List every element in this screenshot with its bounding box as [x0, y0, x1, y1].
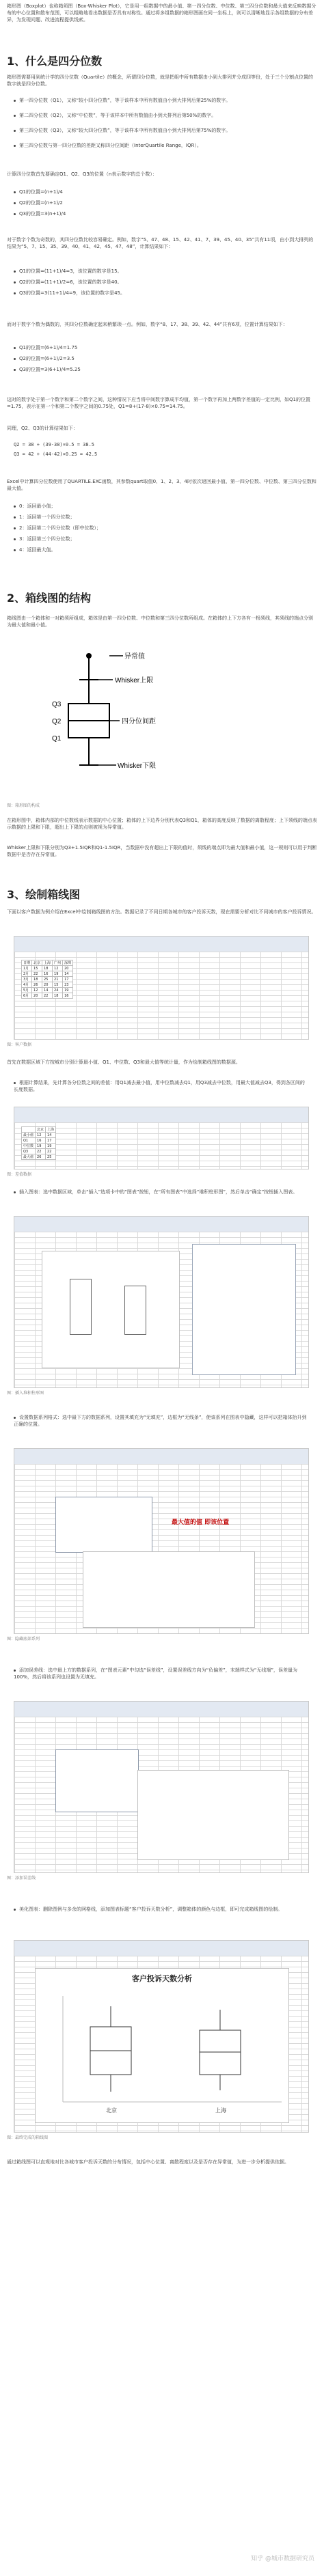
- cell: 15: [32, 966, 42, 971]
- quart-4: [14, 546, 308, 553]
- bullet-dot-icon: [14, 1670, 16, 1672]
- step-3: [14, 1414, 308, 1428]
- cell: 12: [53, 966, 63, 971]
- bullet-dot-icon: [14, 527, 16, 529]
- section-title-draw: 3、绘制箱线图: [7, 888, 81, 901]
- position-intro: 计算四分位数首先要确定Q1、Q2、Q3的位置（n表示数字的总个数）：: [7, 171, 157, 177]
- even-2: [14, 355, 308, 362]
- step-5: [14, 1906, 308, 1913]
- footer-watermark: 知乎 @城市数据研究员: [251, 2556, 314, 2562]
- bullet-dot-icon: [14, 191, 16, 193]
- table-row: [22, 982, 73, 988]
- box-series-1: [70, 1279, 92, 1335]
- bullet-dot-icon: [14, 281, 16, 283]
- chart-preview: [83, 1551, 255, 1628]
- cell: 14: [63, 971, 73, 977]
- cell: 2月: [22, 971, 32, 977]
- cell: 14: [42, 988, 53, 993]
- cell: 19: [46, 1144, 56, 1149]
- structure-paragraph: 箱线图由一个箱体和一对箱须所组成，箱体是由第一四分位数、中位数和第三四分位数所组成。在箱体的上下方各有一根须线，其须线的端点分别为最大值和最小值。: [7, 615, 313, 628]
- cell: 19: [53, 971, 63, 977]
- bullet-text: 第三四分位数与第一四分位数的差距又称四分位间距（InterQuartile Range，IQR）。: [19, 143, 202, 148]
- excel-grid: [14, 1122, 308, 1169]
- quartile-bullet-4: [14, 142, 308, 149]
- cell: Q1: [22, 1138, 36, 1144]
- cell: Q3: [22, 1149, 36, 1154]
- bullet-dot-icon: [14, 358, 16, 360]
- chart-title: 客户投诉天数分析: [132, 1974, 192, 1983]
- table-row: [22, 1133, 56, 1138]
- bullet-text: 第三四分位数（Q3），又称“较大四分位数”，等于该样本中所有数值由小到大排列后第75%的数字。: [19, 128, 231, 133]
- step-2: [14, 1189, 308, 1195]
- bullet-text: 插入图表：选中数据区域，单击“插入”选项卡中的“图表”按钮，在“所有图表”中选择“堆积柱形图”，然后单击“确定”按钮插入图表。: [19, 1189, 298, 1195]
- quartile-bullet-2: [14, 112, 308, 119]
- outlier-point: [86, 653, 92, 659]
- excel-ribbon: [14, 937, 308, 952]
- cell: 20: [63, 966, 73, 971]
- bullet-dot-icon: [14, 549, 16, 551]
- cell: 19: [36, 1144, 46, 1149]
- header-cell: 上海: [46, 1127, 56, 1133]
- lower-whisker-label: Whisker下限: [118, 762, 157, 770]
- q1-label: Q1: [52, 735, 62, 743]
- quart-0: [14, 503, 308, 510]
- cell: 12: [32, 988, 42, 993]
- odd-2: [14, 279, 308, 286]
- customer-data-table: [21, 960, 73, 999]
- table-header-row: [22, 1127, 56, 1133]
- bullet-text: 第一四分位数（Q1），又称“较小四分位数”，等于该样本中所有数值由小到大排列后第25%的数字。: [19, 98, 231, 103]
- table-row: [22, 993, 73, 999]
- bullet-dot-icon: [14, 271, 16, 273]
- cell: 22: [42, 993, 53, 999]
- bullet-text: 0：返回最小值；: [19, 503, 56, 509]
- excel-format-series-screenshot: [14, 1448, 309, 1634]
- bullet-dot-icon: [14, 347, 16, 349]
- q2-label: Q2: [52, 718, 62, 725]
- position-3: [14, 210, 308, 217]
- header-cell: 深圳: [63, 960, 73, 966]
- cell: 17: [46, 1138, 56, 1144]
- caption-diff: 图：差值数据: [7, 1172, 32, 1177]
- same-rule-paragraph: 同理，Q2、Q3的计算结果如下：: [7, 426, 78, 431]
- bullet-dot-icon: [14, 516, 16, 518]
- bullet-dot-icon: [14, 1191, 16, 1193]
- stats-paragraph: 首先在数据区域下方按城市分别计算最小值、Q1、中位数、Q3和最大值等统计量，作为绘制箱线图的数据源。: [7, 1060, 241, 1065]
- bullet-dot-icon: [14, 538, 16, 540]
- bullet-dot-icon: [14, 369, 16, 371]
- bullet-text: Q1的位置=(11+1)/4=3，该位置的数字是15。: [19, 268, 122, 274]
- bullet-dot-icon: [14, 202, 16, 204]
- cell: 15: [53, 982, 63, 988]
- bullet-text: Q1的位置=(n+1)/4: [19, 189, 63, 195]
- format-dialog[interactable]: [55, 1497, 152, 1553]
- excel-ribbon: [14, 1449, 308, 1465]
- excel-function-paragraph: Excel中计算四分位数使用了QUARTILE.EXC函数，其参数quart取值0、1、2、3、4时依次返回最小值、第一四分位数、中位数、第三四分位数和最大值。: [7, 479, 316, 491]
- cell: 26: [32, 982, 42, 988]
- header-cell: [22, 1127, 36, 1133]
- bullet-dot-icon: [14, 505, 16, 508]
- header-cell: 北京: [32, 960, 42, 966]
- excel-ribbon: [14, 1217, 308, 1232]
- cell: 19: [63, 988, 73, 993]
- conclusion-paragraph: 通过箱线图可以直观地对比各城市客户投诉天数的分布情况，包括中心位置、离散程度以及是否存在异常值，为进一步分析提供依据。: [7, 2159, 289, 2165]
- bullet-text: 2：返回第二个四分位数（即中位数）；: [19, 525, 101, 531]
- intro-paragraph: 箱形图（Boxplot）也称箱须图（Box-Whisker Plot），它是用一组数据中的最小值、第一四分位数、中位数、第三四分位数和最大值来反映数据分布的中心位置和散布范围，可以粗略地看出数据是否具有对称性。通过将多组数据的箱形图画在同一坐标上，则可以清晰地显示各组数据的分布差异，为发现问题、改进流程提供线索。: [7, 3, 316, 23]
- table-header-row: [22, 960, 73, 966]
- cell: 21: [53, 977, 63, 982]
- step-4: [14, 1667, 308, 1680]
- header-cell: 上海: [42, 960, 53, 966]
- quart-2: [14, 525, 308, 531]
- caption-hide: 图：隐藏底部系列: [7, 1637, 40, 1642]
- bullet-text: 第二四分位数（Q2），又称“中位数”，等于该样本中所有数值由小到大排列后第50%的数字。: [19, 113, 217, 118]
- bullet-text: 添加误差线：选中最上方的数据系列，在“图表元素”中勾选“误差线”，设置误差线方向为“负偏差”，末端样式为“无线端”，误差量为100%，然后将该系列也设置为无填充。: [14, 1667, 298, 1680]
- odd-example-paragraph: 对于数字个数为奇数的，其四分位数比较容易确定。例如，数字“5、47、48、15、42、41、7、39、45、40、35”共有11项，由小到大排列的结果为“5、7、15、35、39、40、41、42、45、47、48”，计算结果如下：: [7, 237, 314, 249]
- structure-explain-1: 在箱形图中，箱体内部的中位数线表示数据的中心位置；箱体的上下边界分别代表Q3和Q1，箱体的高度反映了数据的离散程度；上下须线的端点表示数据的上限和下限，超出上下限的点则被视为异常值。: [7, 818, 317, 830]
- header-cell: 广州: [53, 960, 63, 966]
- table-row: [22, 1149, 56, 1154]
- calc-q3: Q3 = 42 + (44-42)×0.25 = 42.5: [14, 452, 98, 457]
- cell: 20: [42, 982, 53, 988]
- table-row: [22, 1138, 56, 1144]
- excel-diff-screenshot: [14, 1107, 309, 1169]
- bullet-text: 1：返回第一个四分位数；: [19, 514, 75, 520]
- bullet-dot-icon: [14, 115, 16, 117]
- table-row: [22, 1154, 56, 1160]
- cell: 22: [36, 1149, 46, 1154]
- q3-label: Q3: [52, 701, 62, 708]
- excel-final-chart-screenshot: [14, 1940, 309, 2133]
- cell: 最小值: [22, 1133, 36, 1138]
- bullet-text: Q2的位置=(n+1)/2: [19, 200, 63, 206]
- structure-explain-2: Whisker上限和下限分别为Q3+1.5IQR和Q1-1.5IQR，当数据中没有超出上下限的值时，须线的端点即为最大值和最小值，这一规则可以用于判断数据中是否存在异常值。: [7, 845, 317, 857]
- upper-whisker-label: Whisker上限: [115, 677, 154, 684]
- bullet-dot-icon: [14, 100, 16, 102]
- quartile-bullet-3: [14, 127, 308, 134]
- excel-ribbon: [14, 1107, 308, 1123]
- cell: 中位数: [22, 1144, 36, 1149]
- cell: 17: [63, 977, 73, 982]
- table-row: [22, 977, 73, 982]
- excel-data-screenshot: [14, 936, 309, 1040]
- interpolation-paragraph: 这时的数字处于第一个数字和第二个数字之间，这种情况下应当将中间数字算成平均值，第一个数字再加上两数字差值的一定比例，如Q1的位置=1.75，表示在第一个和第二个数字之间的0.75处，Q1=8+(17-8)×0.75=14.75。: [7, 397, 310, 409]
- table-row: [22, 966, 73, 971]
- boxplot-structure-diagram: [14, 649, 178, 799]
- even-1: [14, 344, 308, 351]
- stats-table: [21, 1126, 56, 1160]
- odd-1: [14, 268, 308, 275]
- position-2: [14, 199, 308, 206]
- cell: 25: [46, 1154, 56, 1160]
- chart-elements-panel[interactable]: [55, 1749, 139, 1812]
- red-callout: 最大值的值 即该位置: [172, 1519, 230, 1526]
- excel-ribbon: [14, 1702, 308, 1717]
- quart-1: [14, 514, 308, 521]
- cell: 26: [36, 1154, 46, 1160]
- cell: 18: [42, 966, 53, 971]
- bullet-text: Q3的位置=3(11+1)/4=9，该位置的数字是45。: [19, 290, 126, 296]
- cell: 14: [46, 1133, 56, 1138]
- cell: 18: [53, 993, 63, 999]
- cell: 25: [42, 977, 53, 982]
- bullet-text: 3：返回第三个四分位数；: [19, 536, 75, 542]
- cell: 24: [53, 988, 63, 993]
- quart-3: [14, 536, 308, 542]
- stacked-chart-preview: [42, 1251, 180, 1368]
- box-series-2: [124, 1286, 146, 1335]
- bullet-dot-icon: [14, 1417, 16, 1419]
- calc-q2: Q2 = 38 + (39-38)×0.5 = 38.5: [14, 442, 95, 447]
- step-1: [14, 1079, 308, 1093]
- bullet-text: Q2的位置=(6+1)/2=3.5: [19, 356, 75, 361]
- bullet-text: 美化图表：删除图例与多余的网格线，添加图表标题“客户投诉天数分析”，调整箱体的颜色与边框，即可完成箱线图的绘制。: [19, 1907, 283, 1912]
- quartile-bullet-1: [14, 97, 308, 104]
- header-cell: 日期: [22, 960, 32, 966]
- excel-insert-chart-screenshot: [14, 1216, 309, 1388]
- bullet-dot-icon: [14, 130, 16, 132]
- even-3: [14, 366, 308, 373]
- bullet-text: 设置数据系列格式：选中最下方的数据系列，设置其填充为“无填充”，边框为“无线条”，使该系列在图表中隐藏，这样可以把箱体抬升到正确的位置。: [14, 1415, 307, 1427]
- bullet-text: Q1的位置=(6+1)/4=1.75: [19, 345, 78, 350]
- draw-intro-paragraph: 下面以客户数据为例介绍在Excel中绘制箱线图的方法。数据记录了不同日期各城市的客户投诉天数，现在需要分析对比不同城市的客户投诉情况。: [7, 909, 316, 915]
- cell: 20: [32, 993, 42, 999]
- bullet-text: Q3的位置=3(6+1)/4=5.25: [19, 367, 81, 372]
- outlier-label: 异常值: [124, 653, 145, 661]
- table-row: [22, 988, 73, 993]
- bullet-dot-icon: [14, 145, 16, 147]
- caption-errorbars: 图：添加误差线: [7, 1876, 36, 1881]
- bullet-text: 根据计算结果，先计算各分位数之间的差值：用Q1减去最小值，用中位数减去Q1，用Q3减去中位数，用最大值减去Q3，得到各区间的长度数据。: [14, 1080, 305, 1092]
- cell: 22: [46, 1149, 56, 1154]
- cell: 5月: [22, 988, 32, 993]
- cell: 16: [36, 1138, 46, 1144]
- chart-with-errorbars: [137, 1770, 289, 1860]
- cell: 最大值: [22, 1154, 36, 1160]
- bullet-text: Q2的位置=(11+1)/2=6，该位置的数字是40。: [19, 279, 122, 285]
- cell: 1月: [22, 966, 32, 971]
- bullet-dot-icon: [14, 213, 16, 215]
- position-1: [14, 189, 308, 195]
- cell: 23: [63, 982, 73, 988]
- cell: 3月: [22, 977, 32, 982]
- cell: 22: [32, 971, 42, 977]
- bullet-text: 4：返回最大值。: [19, 547, 56, 553]
- cell: 16: [63, 993, 73, 999]
- bullet-dot-icon: [14, 1082, 16, 1084]
- header-cell: 北京: [36, 1127, 46, 1133]
- final-boxplot-chart: [35, 1968, 289, 2123]
- bullet-text: Q3的位置=3(n+1)/4: [19, 211, 66, 217]
- iqr-label: 四分位间距: [122, 718, 156, 725]
- caption-data: 图：客户数据: [7, 1042, 32, 1047]
- caption-insert: 图：插入堆积柱形图: [7, 1391, 44, 1396]
- excel-error-bars-screenshot: [14, 1701, 309, 1873]
- odd-3: [14, 290, 308, 296]
- insert-chart-dialog[interactable]: [192, 1244, 296, 1375]
- table-row: [22, 971, 73, 977]
- diagram-caption: 图：箱形图的构成: [7, 803, 40, 808]
- even-example-paragraph: 而对于数字个数为偶数的，其四分位数确定起来稍繁琐一点。例如，数字“8、17、38、39、42、44”共有6项，位置计算结果如下：: [7, 322, 288, 327]
- bullet-dot-icon: [14, 292, 16, 294]
- cell: 4月: [22, 982, 32, 988]
- section-title-structure: 2、箱线图的结构: [7, 592, 92, 605]
- excel-ribbon: [14, 1941, 308, 1956]
- boxplot-svg: [36, 1989, 288, 2119]
- cell: 18: [32, 977, 42, 982]
- x-label-2: 上海: [215, 2107, 226, 2114]
- section-title-quartile: 1、什么是四分位数: [7, 55, 103, 68]
- quartile-paragraph: 箱形图需要用到统计学的四分位数（Quartile）的概念，所谓四分位数，就是把组中所有数据由小到大排列并分成四等份，处于三个分割点位置的数字就是四分位数。: [7, 74, 314, 87]
- cell: 12: [36, 1133, 46, 1138]
- x-label-1: 北京: [106, 2107, 117, 2114]
- table-row: [22, 1144, 56, 1149]
- cell: 6月: [22, 993, 32, 999]
- cell: 16: [42, 971, 53, 977]
- bullet-dot-icon: [14, 1909, 16, 1911]
- caption-final: 图：最终完成的箱线图: [7, 2135, 49, 2140]
